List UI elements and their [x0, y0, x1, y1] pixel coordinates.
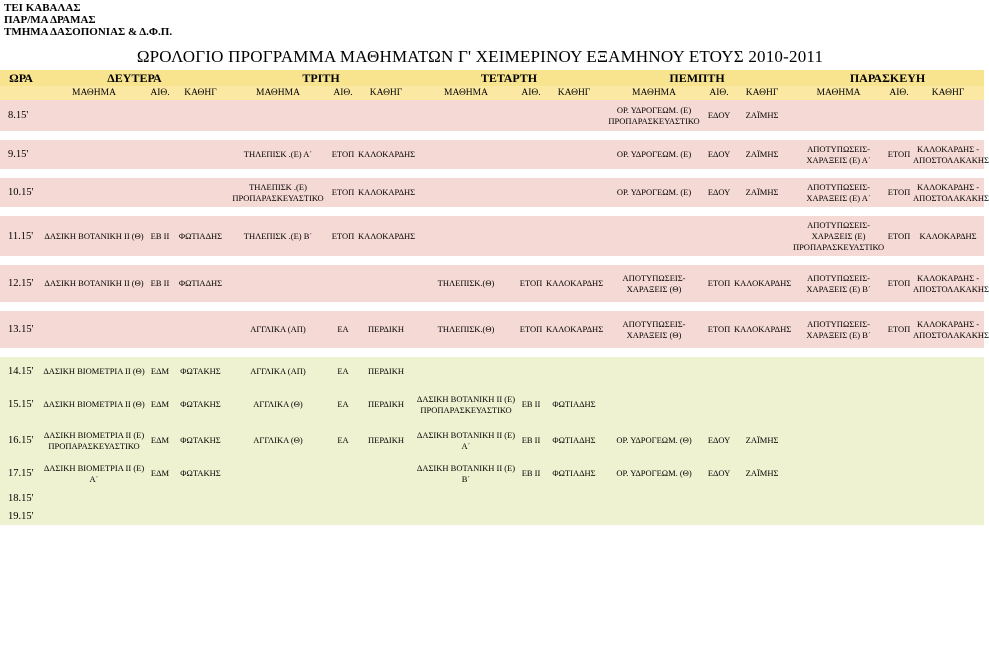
teacher-cell: [357, 458, 415, 489]
day-header: ΠΑΡΑΣΚΕΥΗ: [791, 70, 984, 86]
room-cell: [517, 357, 545, 386]
subject-cell: ΑΠΟΤΥΠΩΣΕΙΣ- ΧΑΡΑΞΕΙΣ (Ε) Β΄: [806, 318, 871, 340]
room-cell: [517, 216, 545, 256]
room-cell: ΕΒ ΙΙ: [521, 468, 541, 478]
hour-cell: 15.15': [8, 399, 34, 410]
room-cell: [329, 458, 357, 489]
subject-cell: [603, 357, 705, 386]
hour-cell: 18.15': [8, 493, 34, 504]
subject-cell: [415, 508, 517, 525]
room-cell: [329, 489, 357, 508]
teacher-cell: ΠΕΡΔΙΚΗ: [368, 399, 404, 409]
subject-cell: ΟΡ. ΥΔΡΟΓΕΩΜ. (Ε): [616, 187, 692, 197]
subject-cell: [603, 489, 705, 508]
teacher-cell: [545, 508, 603, 525]
teacher-cell: ΠΕΡΔΙΚΗ: [368, 435, 404, 445]
subject-cell: ΟΡ. ΥΔΡΟΓΕΩΜ. (Ε): [616, 149, 692, 159]
schedule-row: [0, 458, 984, 489]
subject-cell: [42, 178, 146, 207]
subject-cell: ΑΓΓΛΙΚΑ (Θ): [253, 435, 303, 445]
room-cell: ΕΤΟΠ: [887, 230, 911, 241]
subject-cell: [227, 265, 329, 302]
teacher-cell: ΠΕΡΔΙΚΗ: [368, 324, 404, 334]
row-separator: [0, 256, 984, 265]
subject-cell: [791, 458, 886, 489]
room-cell: ΕΤΟΠ: [331, 230, 355, 241]
room-cell: ΕΤΟΠ: [707, 324, 731, 334]
schedule-row: [0, 386, 984, 423]
subject-cell: ΤΗΛΕΠΙΣΚ .(Ε) Β΄: [243, 230, 313, 241]
day-header: ΤΕΤΑΡΤΗ: [415, 70, 603, 86]
subject-cell: ΔΑΣΙΚΗ ΒΙΟΜΕΤΡΙΑ ΙΙ (Ε) Α΄: [43, 462, 145, 484]
teacher-cell: [545, 216, 603, 256]
separator-cell: [0, 302, 984, 311]
subject-cell: [791, 489, 886, 508]
teacher-cell: [174, 508, 227, 525]
subject-cell: [415, 357, 517, 386]
hour-header: ΩΡΑ: [0, 70, 42, 86]
row-separator: [0, 207, 984, 216]
teacher-cell: ΦΩΤΑΚΗΣ: [180, 366, 221, 376]
row-separator: [0, 302, 984, 311]
teacher-cell: [733, 216, 791, 256]
subject-cell: ΟΡ. ΥΔΡΟΓΕΩΜ. (Θ): [616, 468, 692, 478]
hour-cell: 12.15': [8, 278, 34, 289]
room-cell: [146, 100, 174, 131]
room-cell: [146, 140, 174, 169]
room-cell: ΕΔΜ: [150, 435, 170, 445]
room-cell: [517, 508, 545, 525]
teacher-cell: [545, 357, 603, 386]
room-cell: [886, 458, 912, 489]
subject-cell: [227, 458, 329, 489]
teacher-cell: ΦΩΤΙΑΔΗΣ: [552, 399, 596, 409]
room-cell: [329, 265, 357, 302]
room-cell: [146, 489, 174, 508]
teacher-cell: ΚΑΛΟΚΑΡΔΗΣ: [734, 324, 792, 334]
teacher-cell: [174, 100, 227, 131]
room-cell: ΕΑ: [337, 399, 349, 409]
room-cell: ΕΒ ΙΙ: [150, 278, 170, 288]
room-cell: ΕΔΜ: [150, 399, 170, 409]
room-cell: ΕΔΟΥ: [707, 468, 731, 478]
teacher-cell: [733, 508, 791, 525]
room-cell: ΕΒ ΙΙ: [521, 399, 541, 409]
row-separator: [0, 348, 984, 357]
teacher-cell: [912, 386, 984, 423]
subject-cell: ΤΗΛΕΠΙΣΚ .(Ε) Α΄: [243, 149, 313, 159]
teacher-cell: ΚΑΛΟΚΑΡΔΗΣ - ΑΠΟΣΤΟΛΑΚΑΚΗΣ: [913, 272, 989, 294]
room-cell: [705, 489, 733, 508]
room-cell: [705, 386, 733, 423]
schedule-row: [0, 508, 984, 525]
room-cell: [886, 508, 912, 525]
hour-cell: 11.15': [8, 230, 34, 242]
room-cell: ΕΤΟΠ: [331, 187, 355, 197]
schedule-row: [0, 140, 984, 169]
room-column-header: ΑΙΘ.: [146, 86, 174, 100]
teacher-cell: [545, 178, 603, 207]
room-cell: ΕΤΟΠ: [887, 278, 911, 288]
teacher-cell: ΖΑΪΜΗΣ: [745, 468, 779, 478]
subject-cell: [42, 311, 146, 348]
subject-cell: ΑΓΓΛΙΚΑ (ΑΠ): [250, 324, 306, 334]
teacher-cell: [733, 357, 791, 386]
subject-column-header: ΜΑΘΗΜΑ: [791, 86, 886, 100]
page-title: ΩΡΟΛΟΓΙΟ ΠΡΟΓΡΑΜΜΑ ΜΑΘΗΜΑΤΩΝ Γ' ΧΕΙΜΕΡΙΝΟΥ ΕΞΑΜΗΝΟΥ ΕΤΟΥΣ 2010-2011: [136, 47, 824, 66]
room-cell: ΕΤΟΠ: [519, 324, 543, 334]
subject-cell: ΤΗΛΕΠΙΣΚ.(Θ): [437, 278, 495, 288]
subject-cell: ΟΡ. ΥΔΡΟΓΕΩΜ. (Ε) ΠΡΟΠΑΡΑΣΚΕΥΑΣΤΙΚΟ: [608, 104, 700, 126]
room-cell: [329, 508, 357, 525]
institution-name: ΤΕΙ ΚΑΒΑΛΑΣ: [4, 2, 81, 14]
subject-cell: ΑΠΟΤΥΠΩΣΕΙΣ- ΧΑΡΑΞΕΙΣ (Ε) Α΄: [806, 143, 871, 165]
teacher-cell: [357, 100, 415, 131]
room-cell: [146, 178, 174, 207]
subject-cell: [603, 386, 705, 423]
room-cell: ΕΒ ΙΙ: [521, 435, 541, 445]
teacher-cell: [912, 458, 984, 489]
teacher-cell: ΦΩΤΑΚΗΣ: [180, 399, 221, 409]
teacher-cell: ΚΑΛΟΚΑΡΔΗΣ: [358, 230, 416, 241]
subject-cell: [42, 508, 146, 525]
teacher-column-header: ΚΑΘΗΓ: [912, 86, 984, 100]
separator-cell: [0, 207, 984, 216]
teacher-cell: [357, 265, 415, 302]
subject-cell: [415, 489, 517, 508]
teacher-column-header: ΚΑΘΗΓ: [545, 86, 603, 100]
room-column-header: ΑΙΘ.: [329, 86, 357, 100]
subject-cell: ΑΠΟΤΥΠΩΣΕΙΣ- ΧΑΡΑΞΕΙΣ (Ε) ΠΡΟΠΑΡΑΣΚΕΥΑΣΤΙΚΟ: [792, 219, 885, 252]
subject-cell: [415, 216, 517, 256]
subject-cell: [791, 386, 886, 423]
room-cell: [517, 489, 545, 508]
hour-cell: 8.15': [8, 110, 29, 121]
subject-cell: ΑΠΟΤΥΠΩΣΕΙΣ- ΧΑΡΑΞΕΙΣ (Ε) Α΄: [806, 181, 871, 203]
hour-subheader: [0, 86, 42, 100]
subject-cell: ΔΑΣΙΚΗ ΒΙΟΜΕΤΡΙΑ ΙΙ (Ε) ΠΡΟΠΑΡΑΣΚΕΥΑΣΤΙΚΟ: [43, 429, 145, 451]
room-cell: ΕΤΟΠ: [887, 149, 911, 159]
timetable-body: [0, 100, 989, 525]
subject-cell: [603, 508, 705, 525]
room-cell: [517, 100, 545, 131]
department-name: ΤΜΗΜΑ ΔΑΣΟΠΟΝΙΑΣ & Δ.Φ.Π.: [4, 26, 173, 38]
room-cell: ΕΔΟΥ: [707, 110, 731, 120]
teacher-cell: ΚΑΛΟΚΑΡΔΗΣ: [734, 278, 792, 288]
teacher-cell: ΚΑΛΟΚΑΡΔΗΣ - ΑΠΟΣΤΟΛΑΚΑΚΗΣ: [913, 181, 989, 203]
day-header: ΤΡΙΤΗ: [227, 70, 415, 86]
subject-cell: ΑΓΓΛΙΚΑ (ΑΠ): [250, 366, 306, 376]
room-cell: [886, 100, 912, 131]
room-cell: [886, 489, 912, 508]
teacher-cell: ΖΑΪΜΗΣ: [745, 435, 779, 445]
teacher-cell: [357, 489, 415, 508]
room-cell: ΕΤΟΠ: [519, 278, 543, 288]
schedule-row: [0, 178, 984, 207]
room-cell: ΕΔΟΥ: [707, 187, 731, 197]
teacher-cell: [174, 140, 227, 169]
teacher-column-header: ΚΑΘΗΓ: [733, 86, 791, 100]
teacher-cell: [912, 423, 984, 458]
separator-cell: [0, 131, 984, 140]
teacher-cell: ΦΩΤΑΚΗΣ: [180, 435, 221, 445]
day-header-row: [0, 70, 984, 86]
day-header: ΔΕΥΤΕΡΑ: [42, 70, 227, 86]
room-cell: [146, 311, 174, 348]
subject-cell: [227, 489, 329, 508]
teacher-cell: [545, 140, 603, 169]
room-cell: [705, 216, 733, 256]
subject-cell: ΑΠΟΤΥΠΩΣΕΙΣ- ΧΑΡΑΞΕΙΣ (Θ): [622, 318, 686, 340]
subject-cell: [603, 216, 705, 256]
hour-cell: 9.15': [8, 149, 29, 160]
subject-cell: [42, 489, 146, 508]
subject-cell: [227, 100, 329, 131]
room-cell: ΕΒ ΙΙ: [150, 230, 170, 241]
branch-name: ΠΑΡ/ΜΑ ΔΡΑΜΑΣ: [4, 14, 96, 26]
subject-cell: [791, 357, 886, 386]
teacher-cell: ΦΩΤΙΑΔΗΣ: [552, 435, 596, 445]
subject-cell: [42, 140, 146, 169]
teacher-cell: ΚΑΛΟΚΑΡΔΗΣ: [919, 230, 977, 241]
schedule-row: [0, 311, 984, 348]
teacher-cell: ΦΩΤΑΚΗΣ: [180, 468, 221, 478]
teacher-cell: ΚΑΛΟΚΑΡΔΗΣ: [546, 278, 604, 288]
separator-cell: [0, 256, 984, 265]
hour-cell: 16.15': [8, 435, 34, 446]
teacher-cell: ΖΑΪΜΗΣ: [745, 110, 779, 120]
schedule-row: [0, 216, 984, 256]
room-cell: ΕΔΟΥ: [707, 149, 731, 159]
teacher-cell: ΚΑΛΟΚΑΡΔΗΣ: [358, 149, 416, 159]
teacher-cell: [912, 100, 984, 131]
teacher-cell: ΦΩΤΙΑΔΗΣ: [178, 278, 223, 288]
schedule-row: [0, 423, 984, 458]
subject-cell: [415, 178, 517, 207]
row-separator: [0, 169, 984, 178]
subject-cell: [415, 100, 517, 131]
teacher-cell: ΖΑΪΜΗΣ: [745, 187, 779, 197]
teacher-cell: [545, 100, 603, 131]
teacher-cell: [733, 386, 791, 423]
teacher-column-header: ΚΑΘΗΓ: [357, 86, 415, 100]
hour-cell: 10.15': [8, 187, 34, 198]
teacher-cell: ΖΑΪΜΗΣ: [745, 149, 779, 159]
subject-cell: ΑΠΟΤΥΠΩΣΕΙΣ- ΧΑΡΑΞΕΙΣ (Ε) Β΄: [806, 272, 871, 294]
teacher-cell: ΦΩΤΙΑΔΗΣ: [552, 468, 596, 478]
schedule-row: [0, 265, 984, 302]
room-cell: ΕΤΟΠ: [887, 324, 911, 334]
teacher-cell: [733, 489, 791, 508]
room-column-header: ΑΙΘ.: [705, 86, 733, 100]
room-column-header: ΑΙΘ.: [886, 86, 912, 100]
subject-cell: ΑΓΓΛΙΚΑ (Θ): [253, 399, 303, 409]
room-cell: [886, 386, 912, 423]
separator-cell: [0, 348, 984, 357]
subject-column-header: ΜΑΘΗΜΑ: [42, 86, 146, 100]
subject-cell: [227, 508, 329, 525]
teacher-cell: [912, 508, 984, 525]
subject-cell: ΔΑΣΙΚΗ ΒΙΟΜΕΤΡΙΑ ΙΙ (Θ): [43, 366, 145, 376]
teacher-cell: [545, 489, 603, 508]
room-cell: ΕΤΟΠ: [331, 149, 355, 159]
subject-cell: ΔΑΣΙΚΗ ΒΟΤΑΝΙΚΗ ΙΙ (Ε) Β΄: [416, 462, 516, 484]
room-cell: ΕΤΟΠ: [887, 187, 911, 197]
subject-cell: ΔΑΣΙΚΗ ΒΟΤΑΝΙΚΗ ΙΙ (Ε) Α΄: [416, 429, 516, 451]
subject-cell: [791, 508, 886, 525]
hour-cell: 19.15': [8, 511, 34, 522]
room-cell: [886, 423, 912, 458]
subject-column-header: ΜΑΘΗΜΑ: [227, 86, 329, 100]
subject-cell: ΔΑΣΙΚΗ ΒΟΤΑΝΙΚΗ ΙΙ (Θ): [44, 230, 144, 241]
subject-cell: ΤΗΛΕΠΙΣΚ .(Ε) ΠΡΟΠΑΡΑΣΚΕΥΑΣΤΙΚΟ: [232, 181, 324, 203]
subject-cell: ΔΑΣΙΚΗ ΒΟΤΑΝΙΚΗ ΙΙ (Θ): [44, 278, 144, 288]
teacher-cell: [174, 178, 227, 207]
teacher-cell: [912, 357, 984, 386]
teacher-cell: ΚΑΛΟΚΑΡΔΗΣ: [546, 324, 604, 334]
subject-cell: ΑΠΟΤΥΠΩΣΕΙΣ- ΧΑΡΑΞΕΙΣ (Θ): [622, 272, 686, 294]
subject-cell: ΔΑΣΙΚΗ ΒΟΤΑΝΙΚΗ ΙΙ (Ε) ΠΡΟΠΑΡΑΣΚΕΥΑΣΤΙΚΟ: [416, 393, 516, 415]
subject-cell: ΟΡ. ΥΔΡΟΓΕΩΜ. (Θ): [616, 435, 692, 445]
hour-cell: 14.15': [8, 366, 34, 377]
schedule-row: [0, 489, 984, 508]
subject-cell: [42, 100, 146, 131]
subject-cell: [415, 140, 517, 169]
subject-cell: [791, 100, 886, 131]
schedule-row: [0, 357, 984, 386]
room-cell: [705, 508, 733, 525]
room-cell: [517, 140, 545, 169]
teacher-cell: [174, 489, 227, 508]
room-cell: [146, 508, 174, 525]
room-cell: ΕΔΟΥ: [707, 435, 731, 445]
teacher-cell: ΚΑΛΟΚΑΡΔΗΣ: [358, 187, 416, 197]
teacher-cell: ΚΑΛΟΚΑΡΔΗΣ - ΑΠΟΣΤΟΛΑΚΑΚΗΣ: [913, 143, 989, 165]
teacher-cell: [174, 311, 227, 348]
teacher-cell: ΚΑΛΟΚΑΡΔΗΣ - ΑΠΟΣΤΟΛΑΚΑΚΗΣ: [913, 318, 989, 340]
room-cell: ΕΔΜ: [150, 366, 170, 376]
room-cell: [329, 100, 357, 131]
teacher-cell: ΠΕΡΔΙΚΗ: [368, 366, 404, 376]
room-cell: ΕΑ: [337, 324, 349, 334]
schedule-row: [0, 100, 984, 131]
row-separator: [0, 131, 984, 140]
room-cell: ΕΑ: [337, 366, 349, 376]
subject-column-header: ΜΑΘΗΜΑ: [603, 86, 705, 100]
separator-cell: [0, 169, 984, 178]
room-cell: [705, 357, 733, 386]
room-cell: ΕΔΜ: [150, 468, 170, 478]
teacher-column-header: ΚΑΘΗΓ: [174, 86, 227, 100]
subject-cell: ΤΗΛΕΠΙΣΚ.(Θ): [437, 324, 495, 334]
subject-column-header: ΜΑΘΗΜΑ: [415, 86, 517, 100]
room-cell: [517, 178, 545, 207]
teacher-cell: [912, 489, 984, 508]
day-header: ΠΕΜΠΤΗ: [603, 70, 791, 86]
column-header-row: [0, 86, 984, 100]
hour-cell: 17.15': [8, 468, 34, 479]
teacher-cell: [357, 508, 415, 525]
teacher-cell: ΦΩΤΙΑΔΗΣ: [178, 230, 223, 241]
room-cell: ΕΤΟΠ: [707, 278, 731, 288]
timetable: [0, 70, 989, 525]
subject-cell: ΔΑΣΙΚΗ ΒΙΟΜΕΤΡΙΑ ΙΙ (Θ): [43, 399, 145, 409]
room-cell: [886, 357, 912, 386]
subject-cell: [791, 423, 886, 458]
hour-cell: 13.15': [8, 324, 34, 335]
room-column-header: ΑΙΘ.: [517, 86, 545, 100]
room-cell: ΕΑ: [337, 435, 349, 445]
